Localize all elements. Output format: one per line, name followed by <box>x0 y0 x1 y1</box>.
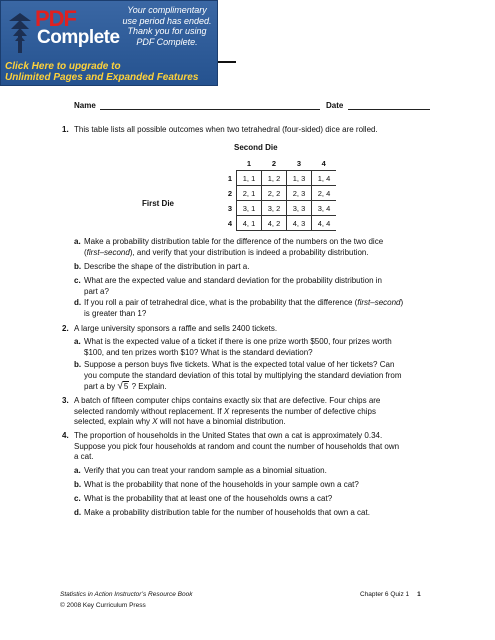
footer-book-title: Statistics in Action Instructor’s Resource Book <box>60 591 193 598</box>
col-header: 2 <box>262 156 287 171</box>
col-header: 3 <box>287 156 312 171</box>
text-span: ? Explain. <box>131 382 167 391</box>
banner-message-line: Your complimentary <box>127 5 207 15</box>
upgrade-link[interactable] <box>5 61 198 83</box>
italic-term: second <box>374 298 401 307</box>
text-span: represents the number of defective chips <box>231 406 376 416</box>
part-label: a. <box>74 237 81 246</box>
italic-term: first <box>357 298 371 307</box>
part-label: c. <box>74 276 81 285</box>
date-field[interactable] <box>326 101 430 110</box>
table-cell: 3, 4 <box>312 201 337 216</box>
question-line: a cat. <box>74 452 94 461</box>
banner-message-line: use period has ended. <box>122 15 212 26</box>
part-text: Make a probability distribution table for the number of households that own a cat. <box>84 508 370 517</box>
part-line: you compute the standard deviation of this total by multiplying the standard deviation from <box>84 370 402 380</box>
question-text: This table lists all possible outcomes when two tetrahedral (four-sided) dice are rolled. <box>74 125 378 134</box>
question-line <box>74 407 380 418</box>
page-number: 1 <box>417 591 421 598</box>
part-label: b. <box>74 262 82 271</box>
text-span: ) <box>400 298 404 307</box>
part-label: a. <box>74 466 81 475</box>
part-text: Describe the shape of the distribution in part a. <box>84 262 250 271</box>
banner-message <box>119 5 215 47</box>
table-cell: 3, 3 <box>287 201 312 216</box>
table-row-title: First Die <box>142 199 175 208</box>
variable: X <box>223 406 230 416</box>
table-header-row <box>224 156 336 171</box>
table-cell: 4, 4 <box>312 216 337 231</box>
sqrt-icon: √ <box>117 381 123 392</box>
col-header: 4 <box>312 156 337 171</box>
table-cell: 2, 3 <box>287 186 312 201</box>
part-text <box>84 298 474 319</box>
part-line: $100, and ten prizes worth $10? What is the standard deviation? <box>84 347 313 357</box>
table-row <box>224 201 336 216</box>
question-line: Suppose you pick four households at random and count the number of households that own <box>74 441 400 451</box>
part-text <box>84 237 474 258</box>
question-number: 1. <box>62 125 69 134</box>
part-line: What are the expected value and standard deviation for the probability distribution in <box>84 276 382 285</box>
name-field[interactable] <box>74 101 320 110</box>
table-cell: 4, 1 <box>237 216 262 231</box>
italic-term: first <box>86 247 100 257</box>
question-line: A batch of fifteen computer chips contains exactly six that are defective. Four chips are <box>74 396 381 405</box>
part-text <box>84 276 474 297</box>
upgrade-banner[interactable] <box>0 0 218 86</box>
text-span: If you roll a pair of tetrahedral dice, what is the probability that the difference ( <box>84 298 358 307</box>
table-cell: 2, 1 <box>237 186 262 201</box>
text-span: – <box>99 247 105 257</box>
row-label: 4 <box>227 218 233 228</box>
table-cell: 2, 2 <box>262 186 287 201</box>
table-cell: 4, 2 <box>262 216 287 231</box>
part-line <box>84 298 474 309</box>
variable: X <box>152 417 158 426</box>
table-cell: 4, 3 <box>287 216 312 231</box>
banner-message-line: PDF Complete. <box>136 36 198 47</box>
name-label: Name <box>74 101 96 110</box>
part-text <box>84 337 474 358</box>
part-label: b. <box>74 480 82 489</box>
part-label: b. <box>74 360 82 369</box>
part-text: What is the probability that at least one of the households owns a cat? <box>84 494 333 503</box>
logo-pdf-text: PDF <box>35 6 76 31</box>
table-cell: 1, 2 <box>262 171 287 186</box>
text-span: – <box>370 298 375 307</box>
part-label: d. <box>74 508 82 517</box>
part-text: What is the probability that none of the households in your sample own a cat? <box>84 480 359 489</box>
chapter-label: Chapter 6 Quiz 1 <box>360 591 410 598</box>
table-cell: 1, 3 <box>287 171 312 186</box>
row-label: 3 <box>227 203 233 213</box>
table-cell: 1, 4 <box>312 171 337 186</box>
footer-copyright: © 2008 Key Curriculum Press <box>60 602 146 609</box>
text-span: part a by <box>84 382 116 391</box>
text-span: selected randomly without replacement. If <box>74 406 222 416</box>
table-row <box>224 216 336 231</box>
table-row <box>224 186 336 201</box>
question-line: The proportion of households in the United States that own a cat is approximately 0.34. <box>74 431 383 440</box>
part-text <box>84 360 474 393</box>
part-line <box>84 382 474 393</box>
question-number: 4. <box>62 431 69 440</box>
tree-icon <box>7 11 33 55</box>
table-corner <box>224 156 237 171</box>
part-label: c. <box>74 494 81 503</box>
header-rule <box>218 61 236 63</box>
part-line: is greater than 1? <box>84 308 147 318</box>
part-line: What is the expected value of a ticket if there is one prize worth $500, four prizes worth <box>84 337 392 346</box>
upgrade-line[interactable]: Unlimited Pages and Expanded Features <box>5 72 199 83</box>
table-col-title: Second Die <box>234 143 278 152</box>
part-line: Make a probability distribution table for the difference of the numbers on the two dice <box>84 237 384 246</box>
logo-complete-text: Complete <box>37 27 120 48</box>
text-span: selected, explain why <box>74 417 151 426</box>
col-header: 1 <box>237 156 262 171</box>
row-label: 1 <box>227 173 233 183</box>
row-label: 2 <box>227 188 233 198</box>
date-line[interactable] <box>348 101 430 110</box>
sqrt-expression <box>117 382 129 393</box>
question-number: 2. <box>62 324 69 333</box>
question-line <box>74 417 380 428</box>
part-line <box>84 248 474 259</box>
part-text: Verify that you can treat your random sample as a binomial situation. <box>84 466 327 475</box>
part-line: Suppose a person buys five tickets. What is the expected total value of her tickets? Can <box>84 360 395 369</box>
date-label: Date <box>326 101 344 110</box>
upgrade-line[interactable]: Click Here to upgrade to <box>5 61 121 72</box>
question-number: 3. <box>62 396 69 405</box>
outcome-table <box>224 156 336 231</box>
italic-term: second <box>104 247 130 257</box>
table-cell: 3, 1 <box>237 201 262 216</box>
table-cell: 1, 1 <box>237 171 262 186</box>
table-cell: 3, 2 <box>262 201 287 216</box>
part-label: a. <box>74 337 81 346</box>
banner-message-line: Thank you for using <box>127 26 207 36</box>
text-span: will not have a binomial distribution. <box>159 417 286 426</box>
question-text <box>74 431 399 463</box>
text-span: ( <box>84 247 87 257</box>
text-span: ), and verify that your distribution is indeed a probability distribution. <box>129 247 369 257</box>
pdf-complete-logo <box>5 5 120 61</box>
part-line: part a? <box>84 286 109 296</box>
footer-chapter <box>360 591 421 598</box>
name-line[interactable] <box>100 101 320 110</box>
question-text <box>74 396 380 428</box>
question-text: A large university sponsors a raffle and sells 2400 tickets. <box>74 324 278 333</box>
radicand: 5 <box>123 382 129 391</box>
table-cell: 2, 4 <box>312 186 337 201</box>
part-label: d. <box>74 298 82 307</box>
table-row <box>224 171 336 186</box>
